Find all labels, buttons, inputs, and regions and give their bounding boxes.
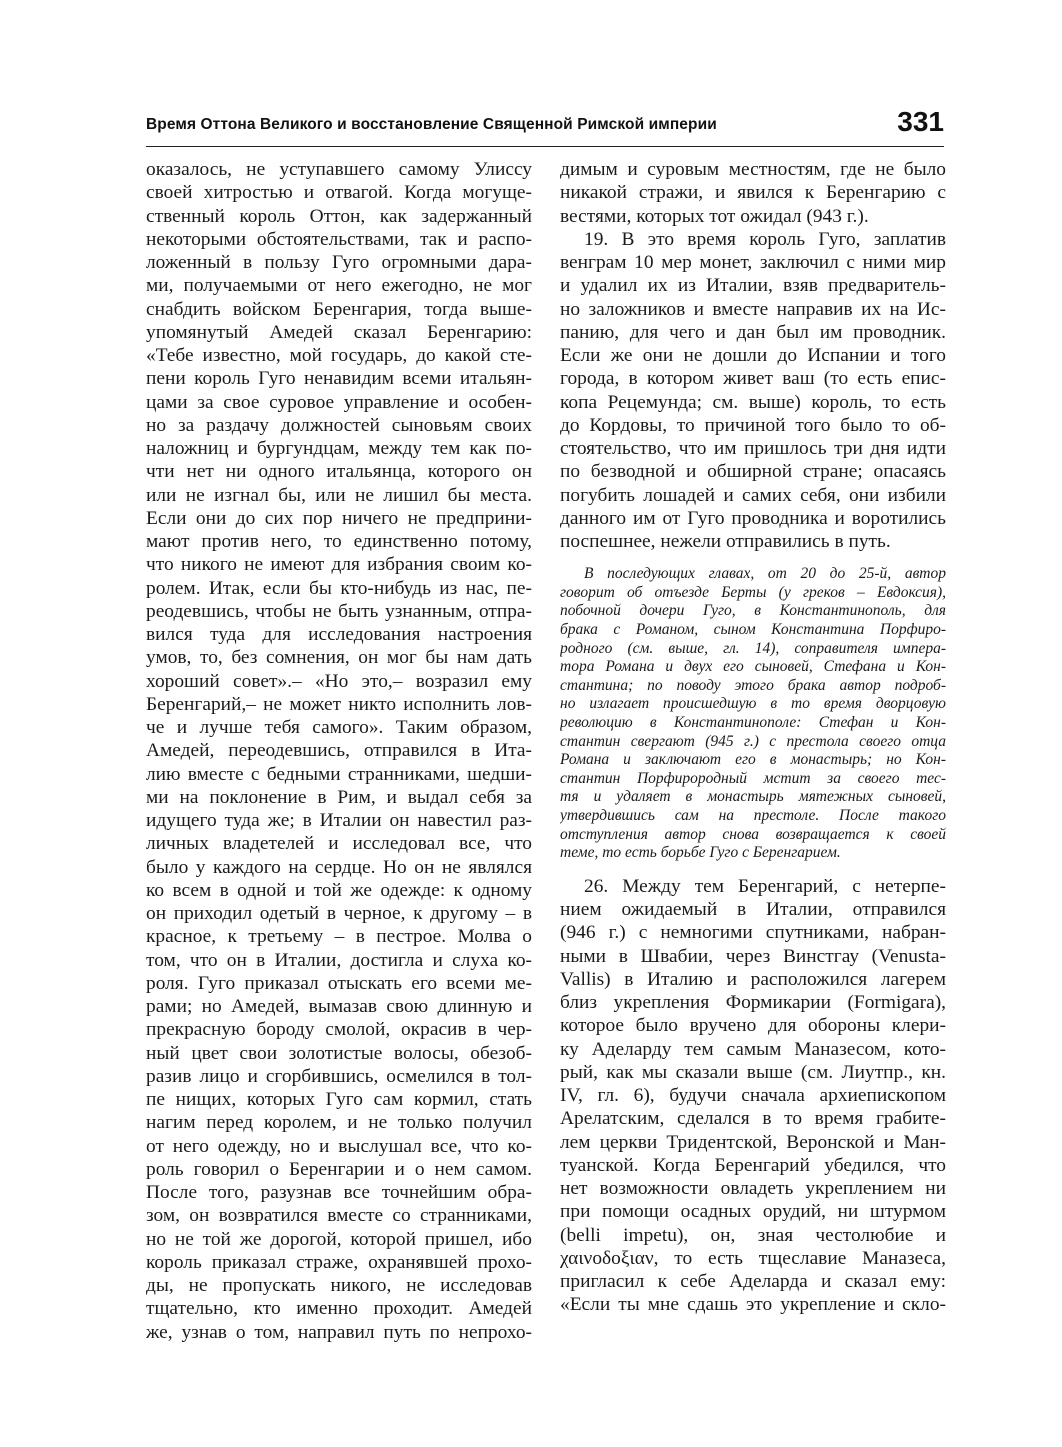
text-line: 19. В это время король Гуго, заплатив xyxy=(584,228,946,250)
text-line: некоторыми обстоятельствами, так и распо- xyxy=(146,228,532,250)
text-line: отступления автор снова возвращается к своей xyxy=(560,825,946,843)
text-line: ролем. Итак, если бы кто-нибудь из нас, пе- xyxy=(146,577,532,599)
running-header xyxy=(146,106,944,147)
text-line: стантина; по поводу этого брака автор подроб- xyxy=(560,676,946,694)
text-line: было у каждого на сердце. Но он не являлся xyxy=(146,856,532,878)
editorial-note xyxy=(560,565,946,863)
text-line: хороший совет».– «Но это,– возразил ему xyxy=(146,670,532,692)
text-line: или не изгнал бы, или не лишил бы места. xyxy=(146,484,532,506)
text-line: роль говорил о Беренгарии и о нем самом. xyxy=(146,1158,532,1180)
text-line: личных владетелей и исследовал все, что xyxy=(146,833,532,855)
text-line: данного им от Гуго проводника и воротились xyxy=(560,507,946,529)
text-line: роля. Гуго приказал отыскать его всеми ме- xyxy=(146,972,532,994)
text-line: прекрасную бороду смолой, окрасив в чер- xyxy=(146,1019,532,1041)
text-line: χαινοδοξιαν, то есть тщеславие Маназеса, xyxy=(560,1247,946,1269)
text-line: что никого не имеют для избрания своим ко- xyxy=(146,554,532,576)
text-line: туанской. Когда Беренгарий убедился, что xyxy=(560,1154,946,1176)
text-line: тя и удаляет в монастырь мятежных сыновей, xyxy=(560,788,946,806)
text-line: «Если ты мне сдашь это укрепление и скло- xyxy=(560,1294,946,1316)
text-line: чти нет ни одного итальянца, которого он xyxy=(146,461,532,483)
text-line: цами за свое суровое управление и особен- xyxy=(146,391,532,413)
text-line: (belli impetu), он, зная честолюбие и xyxy=(560,1224,946,1246)
text-line: лию вместе с бедными странниками, шедши- xyxy=(146,763,532,785)
text-line: пригласил к себе Аделарда и сказал ему: xyxy=(560,1271,946,1292)
text-line: ложенный в пользу Гуго огромными дара- xyxy=(146,252,532,273)
text-line: он приходил одетый в черное, к другому – в xyxy=(146,903,532,924)
text-line: утвердившись сам на престоле. После такого xyxy=(560,806,946,824)
text-line: пени король Гуго ненавидим всеми итальян- xyxy=(146,368,532,390)
text-line: но заложников и вместе направив их на Ис- xyxy=(560,298,946,320)
text-line: димым и суровым местностям, где не было xyxy=(560,159,946,180)
text-line: умов, то, без сомнения, он мог бы нам дать xyxy=(146,647,532,669)
text-line: оказалось, не уступавшего самому Улиссу xyxy=(146,159,532,180)
text-line: тщательно, кто именно проходит. Амедей xyxy=(146,1298,532,1320)
text-line: разив лицо и сгорбившись, осмелился в тол- xyxy=(146,1065,532,1087)
text-line: После того, разузнав все точнейшим обра- xyxy=(146,1182,532,1203)
text-line: панию, для чего и дан был им проводник. xyxy=(560,321,946,343)
text-line: города, в котором живет ваш (то есть епис- xyxy=(560,368,946,390)
text-line: ды, не пропускать никого, не исследовав xyxy=(146,1275,532,1296)
text-line: лем церкви Тридентской, Веронской и Ман- xyxy=(560,1131,946,1153)
text-line: ными в Швабии, через Винстгау (Venusta- xyxy=(560,945,946,967)
text-line: Романа и заключают его в монастырь; но Кон- xyxy=(560,751,946,769)
text-line: том, что он в Италии, достигла и слуха ко- xyxy=(146,949,532,971)
right-column xyxy=(560,158,946,1317)
text-line: ку Аделарду тем самым Маназесом, кото- xyxy=(560,1038,946,1060)
text-line: рами; но Амедей, вымазав свою длинную и xyxy=(146,996,532,1017)
text-line: революцию в Константинополе: Стефан и Кон- xyxy=(560,714,946,731)
text-line: В последующих главах, от 20 до 25-й, автор xyxy=(584,565,946,583)
text-line: реодевшись, чтобы не быть узнанным, отпра- xyxy=(146,600,532,622)
text-line: своей хитростью и отвагой. Когда могуще- xyxy=(146,182,532,204)
text-line: близ укрепления Формикарии (Formigara), xyxy=(560,992,946,1013)
text-line: при помощи осадных орудий, ни штурмом xyxy=(560,1201,946,1223)
text-line: вился туда для исследования настроения xyxy=(146,624,532,645)
text-line: стоятельство, что им пришлось три дня идти xyxy=(560,438,946,459)
text-line: побочной дочери Гуго, в Константинополь, для xyxy=(560,602,946,620)
text-line: «Тебе известно, мой государь, до какой сте- xyxy=(146,345,532,366)
text-line: ми на поклонение в Рим, и выдал себя за xyxy=(146,786,532,808)
text-line: тора Романа и двух его сыновей, Стефана и Кон- xyxy=(560,658,946,676)
text-line: нием ожидаемый в Италии, отправился xyxy=(560,899,946,920)
text-line: брака с Романом, сыном Константина Порфиро- xyxy=(560,621,946,639)
text-line: же, узнав о том, направил путь по непрохо- xyxy=(146,1321,532,1343)
text-line: до Кордовы, то причиной того было то об- xyxy=(560,414,946,436)
text-line: снабдить войском Беренгария, тогда выше- xyxy=(146,298,532,320)
page-number: 331 xyxy=(897,106,944,137)
text-line: (946 г.) с немногими спутниками, набран- xyxy=(560,922,946,944)
text-line: наложниц и бургундцам, между тем как по- xyxy=(146,438,532,459)
text-line: и удалил их из Италии, взяв предваритель- xyxy=(560,275,946,297)
right-column-bottom-text xyxy=(560,875,946,1317)
text-line: IV, гл. 6), будучи сначала архиепископом xyxy=(560,1085,946,1106)
text-line: пе нищих, которых Гуго сам кормил, стать xyxy=(146,1089,532,1110)
text-line: красное, к третьему – в пестрое. Молва о xyxy=(146,926,532,948)
text-line: 26. Между тем Беренгарий, с нетерпе- xyxy=(584,875,946,897)
text-line: но не той же дорогой, которой пришел, ибо xyxy=(146,1228,532,1250)
text-line: копа Рецемунда; см. выше) король, то есть xyxy=(560,391,946,413)
text-line: мают против него, то единственно потому, xyxy=(146,531,532,552)
text-line: поспешнее, нежели отправились в путь. xyxy=(560,531,891,552)
text-line: венграм 10 мер монет, заключил с ними мир xyxy=(560,252,946,273)
text-line: ми, получаемыми от него ежегодно, не мог xyxy=(146,275,532,297)
text-line: Если же они не дошли до Испании и того xyxy=(560,345,946,366)
text-line: король приказал страже, охранявшей прохо- xyxy=(146,1251,532,1273)
text-line: упомянутый Амедей сказал Беренгарию: xyxy=(146,321,532,343)
text-line: нет возможности овладеть укреплением ни xyxy=(560,1178,946,1199)
text-line: идущего туда же; в Италии он навестил раз- xyxy=(146,810,532,831)
text-line: ный цвет свои золотистые волосы, обезоб- xyxy=(146,1042,532,1064)
text-line: нагим перед королем, и не только получил xyxy=(146,1112,532,1134)
text-line: но за раздачу должностей сыновьям своих xyxy=(146,414,532,436)
text-line: че и лучше тебя самого». Таким образом, xyxy=(146,717,532,738)
right-column-top-text xyxy=(560,158,946,553)
text-line: стантин Порфирородный мстит за своего тес- xyxy=(560,769,946,787)
text-line: родного (см. выше, гл. 14), соправителя импера- xyxy=(560,639,946,657)
text-line: говорит об отъезде Берты (у греков – Евдоксия), xyxy=(560,583,946,601)
text-line: Vallis) в Италию и расположился лагерем xyxy=(560,968,946,990)
running-title: Время Оттона Великого и восстановление Священной Римской империи xyxy=(146,116,717,133)
text-line: вестями, которых тот ожидал (943 г.). xyxy=(560,205,869,227)
text-line: зом, он возвратился вместе со странниками, xyxy=(146,1205,532,1227)
text-line: но излагает происшедшую в то время дворцовую xyxy=(560,695,946,713)
text-line: от него одежду, но и выслушал все, что ко- xyxy=(146,1135,532,1157)
text-line: Арелатским, сделался в то время грабите- xyxy=(560,1108,946,1130)
text-line: Беренгарий,– не может никто исполнить лов- xyxy=(146,693,532,715)
text-line: никакой стражи, и явился к Беренгарию с xyxy=(560,182,946,204)
text-line: теме, то есть борьбе Гуго с Беренгарием. xyxy=(560,844,841,862)
text-line: ственный король Оттон, как задержанный xyxy=(146,205,532,227)
text-line: Амедей, переодевшись, отправился в Ита- xyxy=(146,740,532,762)
text-line: рый, как мы сказали выше (см. Лиутпр., кн. xyxy=(560,1061,946,1083)
text-line: ко всем в одной и той же одежде: к одному xyxy=(146,879,532,901)
text-line: стантин свергают (945 г.) с престола своего отца xyxy=(560,732,946,750)
text-line: которое было вручено для обороны клери- xyxy=(560,1015,946,1037)
text-line: Если они до сих пор ничего не предприни- xyxy=(146,507,532,529)
text-line: по безводной и обширной стране; опасаясь xyxy=(560,461,946,483)
text-line: погубить лошадей и самих себя, они избили xyxy=(560,484,946,506)
left-column xyxy=(146,158,532,1344)
